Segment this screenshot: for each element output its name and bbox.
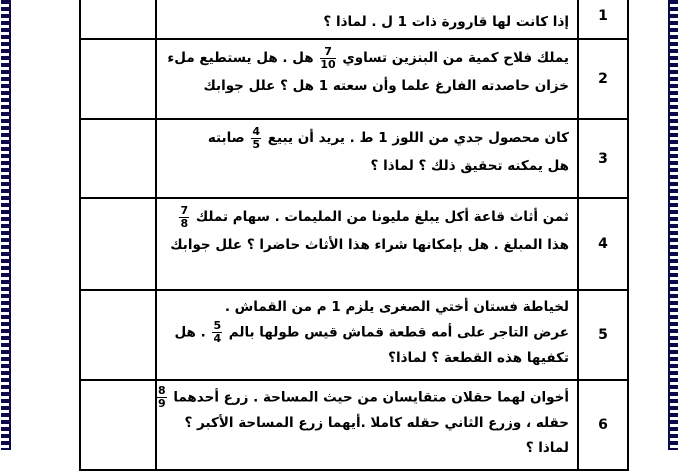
table-row <box>80 119 628 198</box>
fraction-numerator: 7 <box>320 46 335 59</box>
question-text: ثمن أثاث قاعة أكل يبلغ مليونا من المليمات . سهام تملك <box>195 209 569 225</box>
fraction-numerator: 5 <box>213 319 222 332</box>
right-page-border <box>668 0 678 450</box>
question-cell <box>156 0 578 39</box>
answer-cell <box>80 0 156 39</box>
question-text: تكفيها هذه القطعة ؟ لماذا؟ <box>388 349 569 366</box>
table-row <box>80 39 628 119</box>
fraction-numerator: 8 <box>157 384 166 397</box>
question-text: . هل <box>174 324 206 341</box>
question-cell <box>156 119 578 198</box>
question-line <box>163 44 569 72</box>
fraction-denominator: 5 <box>252 137 261 151</box>
question-text: يملك فلاح كمية من البنزين تساوي <box>342 50 569 66</box>
question-text: لخياطة فستان أختي الصغرى يلزم 1 م من القماش . <box>224 299 569 315</box>
fraction-denominator: 9 <box>157 397 166 410</box>
row-number: 4 <box>578 198 628 290</box>
table-row <box>80 380 628 470</box>
fraction-numerator: 4 <box>252 124 261 138</box>
question-text: أخوان لهما حقلان متقايسان من حيث المساحة . زرع أحدهما <box>173 389 569 406</box>
fraction-denominator: 8 <box>180 216 189 230</box>
row-number: 5 <box>578 290 628 380</box>
row-number: 1 <box>578 0 628 39</box>
question-text: لماذا ؟ <box>525 439 569 456</box>
table-row <box>80 0 628 39</box>
fraction <box>251 126 261 151</box>
answer-cell <box>80 380 156 470</box>
table-row <box>80 198 628 290</box>
question-line <box>157 384 569 411</box>
question-text: هل يمكنه تحقيق ذلك ؟ لماذا ؟ <box>370 158 569 174</box>
answer-cell <box>80 198 156 290</box>
question-line <box>163 203 569 231</box>
row-number: 3 <box>578 119 628 198</box>
answer-cell <box>80 290 156 380</box>
fraction <box>212 320 222 345</box>
row-number: 6 <box>578 380 628 470</box>
left-page-border <box>1 0 11 450</box>
question-cell <box>156 290 578 380</box>
fraction-denominator: 10 <box>320 57 336 71</box>
fraction-denominator: 4 <box>213 332 222 345</box>
fraction <box>157 385 167 410</box>
table-row <box>80 290 628 380</box>
fraction <box>320 46 335 71</box>
answer-cell <box>80 119 156 198</box>
row-number: 2 <box>578 39 628 119</box>
question-line <box>163 124 569 152</box>
question-cell <box>156 39 578 119</box>
question-text: صابته <box>207 130 245 146</box>
question-line <box>163 320 569 346</box>
question-text: إذا كانت لها قارورة ذات 1 ل . لماذا ؟ <box>323 14 569 30</box>
fraction-numerator: 7 <box>180 203 189 217</box>
question-text: هل . هل يستطيع ملء <box>167 50 314 66</box>
exercise-table <box>79 0 629 471</box>
answer-cell <box>80 39 156 119</box>
question-cell <box>156 198 578 290</box>
fraction <box>179 205 189 230</box>
question-text: هذا المبلغ . هل بإمكانها شراء هذا الأثاث حاضرا ؟ علل جوابك <box>170 237 569 253</box>
question-text: خزان حاصدته الفارغ علما وأن سعته 1 هل ؟ علل جوابك <box>203 78 569 94</box>
question-text: حقله ، وزرع الثاني حقله كاملا .أيهما زرع المساحة الأكبر ؟ <box>184 414 569 431</box>
question-text: كان محصول جدي من اللوز 1 ط . يريد أن يبيع <box>267 130 569 146</box>
question-text: عرض التاجر على أمه قطعة قماش قيس طولها بالم <box>228 324 569 341</box>
question-cell <box>156 380 578 470</box>
